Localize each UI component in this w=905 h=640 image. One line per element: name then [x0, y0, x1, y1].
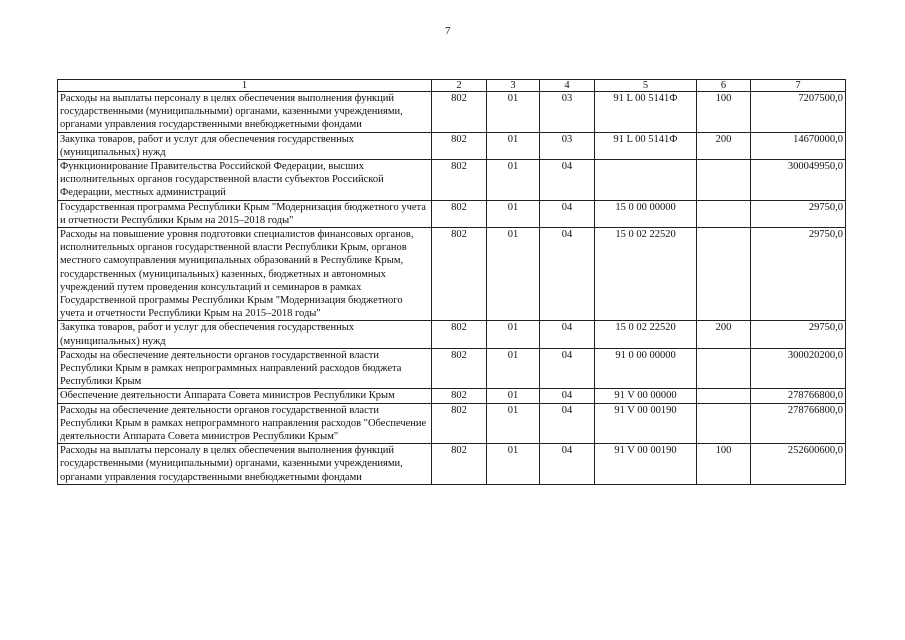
amount-cell: 278766800,0: [751, 403, 846, 444]
section-code: 01: [487, 160, 540, 201]
amount-cell: 300049950,0: [751, 160, 846, 201]
ministry-code: 802: [432, 160, 487, 201]
amount-cell: 278766800,0: [751, 389, 846, 403]
ministry-code: 802: [432, 321, 487, 348]
row-description: Расходы на повышение уровня подготовки специалистов финансовых органов, исполнительных органов государственной власти Республики Крым, органов местного самоуправления муниципальных образований в Республике Крым, государственных (муниципальных) казенных, бюджетных и автономных учреждений путем проведения консультаций и семинаров в рамках Государственной программы Республики Крым "Модернизация бюджетного учета и отчетности Республики Крым на 2015–2018 годы": [58, 228, 432, 321]
ministry-code: 802: [432, 228, 487, 321]
table-row: [58, 321, 846, 348]
subsection-code: 04: [540, 200, 595, 227]
table-row: [58, 200, 846, 227]
row-description: Обеспечение деятельности Аппарата Совета министров Республики Крым: [58, 389, 432, 403]
section-code: 01: [487, 403, 540, 444]
ministry-code: 802: [432, 348, 487, 389]
section-code: 01: [487, 444, 540, 485]
target-article-code: 91 V 00 00190: [595, 403, 697, 444]
subsection-code: 04: [540, 389, 595, 403]
target-article-code: 15 0 02 22520: [595, 321, 697, 348]
target-article-code: 91 0 00 00000: [595, 348, 697, 389]
ministry-code: 802: [432, 403, 487, 444]
table-header-row: [58, 80, 846, 92]
section-code: 01: [487, 132, 540, 159]
subsection-code: 03: [540, 92, 595, 133]
expense-type-code: [697, 200, 751, 227]
amount-cell: 29750,0: [751, 200, 846, 227]
expense-type-code: [697, 403, 751, 444]
target-article-code: 91 L 00 5141Ф: [595, 92, 697, 133]
header-cell: 7: [751, 80, 846, 92]
header-cell: 5: [595, 80, 697, 92]
amount-cell: 14670000,0: [751, 132, 846, 159]
expense-type-code: 200: [697, 321, 751, 348]
table-row: [58, 132, 846, 159]
ministry-code: 802: [432, 200, 487, 227]
expense-type-code: [697, 228, 751, 321]
header-cell: 4: [540, 80, 595, 92]
section-code: 01: [487, 348, 540, 389]
row-description: Функционирование Правительства Российской Федерации, высших исполнительных органов государственной власти субъектов Российской Федерации, местных администраций: [58, 160, 432, 201]
section-code: 01: [487, 200, 540, 227]
row-description: Государственная программа Республики Крым "Модернизация бюджетного учета и отчетности Республики Крым на 2015–2018 годы": [58, 200, 432, 227]
amount-cell: 252600600,0: [751, 444, 846, 485]
page-number: 7: [445, 25, 451, 37]
row-description: Закупка товаров, работ и услуг для обеспечения государственных (муниципальных) нужд: [58, 132, 432, 159]
table-row: [58, 160, 846, 201]
ministry-code: 802: [432, 444, 487, 485]
expense-type-code: 100: [697, 92, 751, 133]
subsection-code: 04: [540, 403, 595, 444]
subsection-code: 04: [540, 321, 595, 348]
amount-cell: 7207500,0: [751, 92, 846, 133]
table-row: [58, 389, 846, 403]
table-row: [58, 228, 846, 321]
target-article-code: 15 0 02 22520: [595, 228, 697, 321]
row-description: Расходы на обеспечение деятельности органов государственной власти Республики Крым в рамках непрограммного направления расходов "Обеспечение деятельности Аппарата Совета министров Республики Крым": [58, 403, 432, 444]
header-cell: 6: [697, 80, 751, 92]
expense-type-code: [697, 348, 751, 389]
expense-type-code: [697, 160, 751, 201]
amount-cell: 29750,0: [751, 321, 846, 348]
header-cell: 3: [487, 80, 540, 92]
section-code: 01: [487, 92, 540, 133]
expense-type-code: 200: [697, 132, 751, 159]
ministry-code: 802: [432, 389, 487, 403]
row-description: Расходы на обеспечение деятельности органов государственной власти Республики Крым в рамках непрограммных направлений расходов бюджета Республики Крым: [58, 348, 432, 389]
row-description: Расходы на выплаты персоналу в целях обеспечения выполнения функций государственными (муниципальными) органами, казенными учреждениями, органами управления государственными внебюджетными фондами: [58, 444, 432, 485]
header-cell: 1: [58, 80, 432, 92]
expense-type-code: [697, 389, 751, 403]
target-article-code: [595, 160, 697, 201]
subsection-code: 04: [540, 228, 595, 321]
table-row: [58, 348, 846, 389]
ministry-code: 802: [432, 92, 487, 133]
target-article-code: 91 L 00 5141Ф: [595, 132, 697, 159]
section-code: 01: [487, 228, 540, 321]
subsection-code: 04: [540, 348, 595, 389]
budget-table: [57, 79, 846, 485]
subsection-code: 04: [540, 444, 595, 485]
ministry-code: 802: [432, 132, 487, 159]
section-code: 01: [487, 321, 540, 348]
table-row: [58, 444, 846, 485]
amount-cell: 29750,0: [751, 228, 846, 321]
amount-cell: 300020200,0: [751, 348, 846, 389]
target-article-code: 15 0 00 00000: [595, 200, 697, 227]
subsection-code: 03: [540, 132, 595, 159]
table-row: [58, 403, 846, 444]
expense-type-code: 100: [697, 444, 751, 485]
subsection-code: 04: [540, 160, 595, 201]
table-row: [58, 92, 846, 133]
target-article-code: 91 V 00 00190: [595, 444, 697, 485]
target-article-code: 91 V 00 00000: [595, 389, 697, 403]
header-cell: 2: [432, 80, 487, 92]
row-description: Расходы на выплаты персоналу в целях обеспечения выполнения функций государственными (муниципальными) органами, казенными учреждениями, органами управления государственными внебюджетными фондами: [58, 92, 432, 133]
section-code: 01: [487, 389, 540, 403]
row-description: Закупка товаров, работ и услуг для обеспечения государственных (муниципальных) нужд: [58, 321, 432, 348]
